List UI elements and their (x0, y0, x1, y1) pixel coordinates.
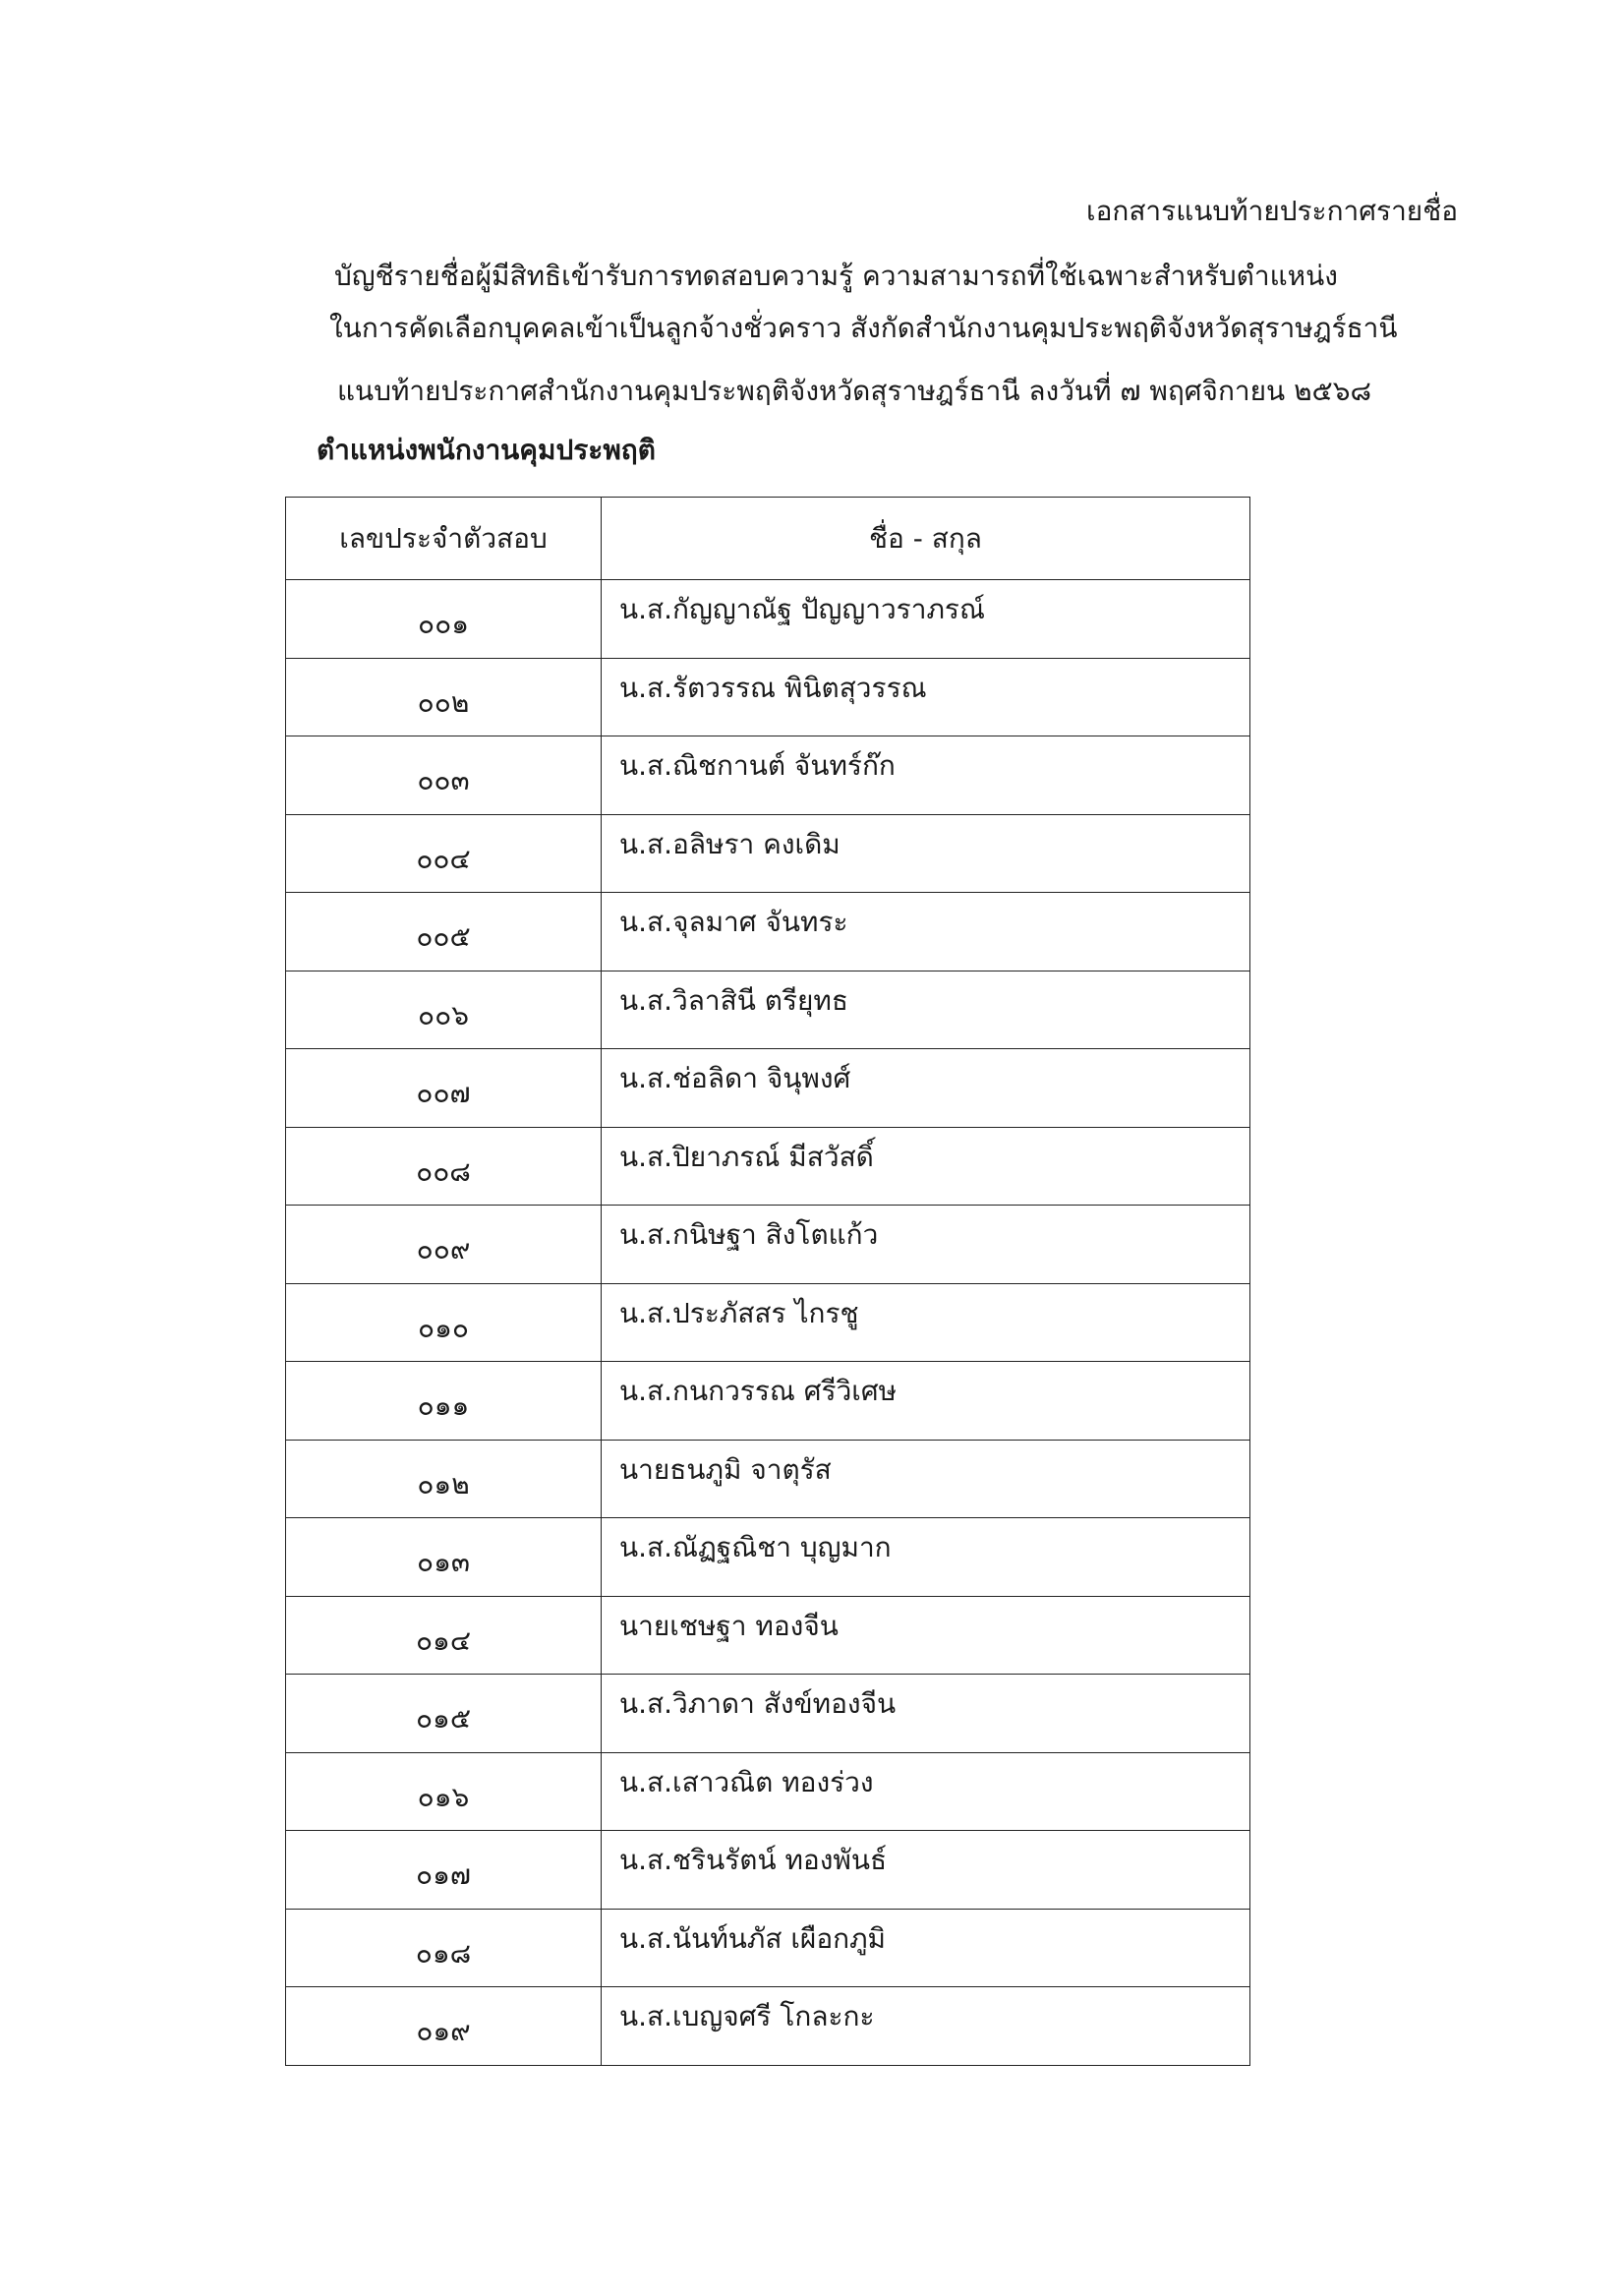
exam-id: ๐๐๓ (417, 764, 470, 797)
header-exam-id: เลขประจำตัวสอบ (286, 498, 602, 580)
exam-id-cell (286, 1518, 602, 1597)
table-row (286, 814, 1250, 893)
exam-id-cell (286, 1596, 602, 1675)
exam-id: ๐๑๖ (417, 1780, 470, 1813)
exam-id: ๐๐๗ (416, 1077, 471, 1110)
attachment-title: เอกสารแนบท้ายประกาศรายชื่อ (1086, 195, 1459, 227)
exam-id: ๐๑๕ (415, 1702, 472, 1736)
exam-id: ๐๑๔ (415, 1623, 472, 1657)
exam-id: ๐๑๗ (416, 1858, 471, 1892)
exam-id: ๐๑๙ (416, 2015, 471, 2048)
exam-id: ๐๑๐ (418, 1311, 469, 1344)
exam-id: ๐๐๑ (418, 608, 469, 641)
exam-id-cell (286, 1831, 602, 1910)
table-row (286, 658, 1250, 736)
exam-id: ๐๑๑ (417, 1389, 470, 1423)
exam-id-cell (286, 1049, 602, 1128)
table-row (286, 1362, 1250, 1441)
full-name-cell (602, 1362, 1250, 1441)
full-name: น.ส.เสาวณิต ทองร่วง (619, 1765, 874, 1798)
full-name-cell (602, 971, 1250, 1049)
header-full-name: ชื่อ - สกุล (602, 498, 1250, 580)
full-name: น.ส.ณัฏฐณิชา บุญมาก (619, 1531, 892, 1564)
full-name: น.ส.ณิชกานต์ จันทร์ก๊ก (619, 749, 896, 783)
exam-id-cell (286, 1362, 602, 1441)
exam-id-cell (286, 1987, 602, 2066)
exam-id: ๐๑๓ (416, 1546, 470, 1579)
candidate-table (285, 497, 1250, 2066)
full-name-cell (602, 1752, 1250, 1831)
table-row (286, 1127, 1250, 1206)
full-name-cell (602, 736, 1250, 815)
exam-id-cell (286, 1675, 602, 1753)
table-row (286, 1518, 1250, 1597)
exam-id-cell (286, 814, 602, 893)
full-name: น.ส.วิลาสินี ตรียุทธ (619, 983, 848, 1017)
exam-id-cell (286, 1127, 602, 1206)
full-name-cell (602, 1127, 1250, 1206)
exam-id: ๐๐๖ (418, 998, 469, 1031)
full-name: น.ส.จุลมาศ จันทระ (619, 906, 848, 939)
table-row (286, 1206, 1250, 1284)
full-name: น.ส.ชรินรัตน์ ทองพันธ์ (619, 1844, 888, 1877)
exam-id-cell (286, 580, 602, 659)
full-name-cell (602, 1440, 1250, 1518)
full-name-cell (602, 658, 1250, 736)
table-row (286, 580, 1250, 659)
exam-id: ๐๑๒ (417, 1467, 470, 1501)
exam-id: ๐๐๙ (416, 1233, 471, 1266)
heading-line-1: บัญชีรายชื่อผู้มีสิทธิเข้ารับการทดสอบความรู้ ความสามารถที่ใช้เฉพาะสำหรับตำแหน่ง (334, 260, 1338, 292)
full-name: น.ส.วิภาดา สังข์ทองจีน (619, 1687, 897, 1721)
full-name: นายเชษฐา ทองจีน (619, 1609, 839, 1642)
exam-id: ๐๐๕ (416, 920, 471, 954)
full-name: นายธนภูมิ จาตุรัส (619, 1452, 832, 1486)
full-name: น.ส.ประภัสสร ไกรชู (619, 1296, 859, 1329)
table-row (286, 1675, 1250, 1753)
full-name-cell (602, 1675, 1250, 1753)
exam-id-cell (286, 1283, 602, 1362)
exam-id-cell (286, 658, 602, 736)
exam-id-cell (286, 893, 602, 971)
full-name: น.ส.ช่อลิดา จินุพงศ์ (619, 1062, 851, 1095)
full-name-cell (602, 1206, 1250, 1284)
table-row (286, 893, 1250, 971)
table-row (286, 971, 1250, 1049)
position-title: ตำแหน่งพนักงานคุมประพฤติ (317, 434, 656, 466)
heading-line-3: แนบท้ายประกาศสำนักงานคุมประพฤติจังหวัดสุราษฎร์ธานี ลงวันที่ ๗ พฤศจิกายน ๒๕๖๘ (337, 375, 1372, 407)
full-name: น.ส.นันท์นภัส เผือกภูมิ (619, 1921, 887, 1955)
heading-line-2: ในการคัดเลือกบุคคลเข้าเป็นลูกจ้างชั่วคราว สังกัดสำนักงานคุมประพฤติจังหวัดสุราษฎร์ธานี (329, 312, 1398, 344)
table-body (286, 580, 1250, 2066)
exam-id-cell (286, 1752, 602, 1831)
exam-id: ๐๑๘ (415, 1936, 472, 1970)
exam-id: ๐๐๔ (416, 842, 471, 875)
full-name: น.ส.อลิษรา คงเดิม (619, 827, 840, 860)
exam-id-cell (286, 1440, 602, 1518)
full-name-cell (602, 1831, 1250, 1910)
full-name: น.ส.ปิยาภรณ์ มีสวัสดิ์ (619, 1140, 874, 1173)
exam-id-cell (286, 1206, 602, 1284)
full-name: น.ส.กัญญาณัฐ ปัญญาวราภรณ์ (619, 593, 985, 626)
full-name-cell (602, 1283, 1250, 1362)
exam-id-cell (286, 736, 602, 815)
table-row (286, 1987, 1250, 2066)
table-row (286, 1049, 1250, 1128)
exam-id-cell (286, 1909, 602, 1987)
table-row (286, 1909, 1250, 1987)
full-name-cell (602, 1987, 1250, 2066)
full-name: น.ส.กนกวรรณ ศรีวิเศษ (619, 1375, 898, 1408)
table-row (286, 736, 1250, 815)
full-name-cell (602, 1518, 1250, 1597)
full-name-cell (602, 1596, 1250, 1675)
table-row (286, 1283, 1250, 1362)
full-name-cell (602, 580, 1250, 659)
table-row (286, 1596, 1250, 1675)
full-name: น.ส.รัตวรรณ พินิตสุวรรณ (619, 671, 927, 704)
exam-id: ๐๐๒ (417, 685, 470, 719)
full-name-cell (602, 814, 1250, 893)
table-row (286, 1440, 1250, 1518)
full-name-cell (602, 1049, 1250, 1128)
table-header-row (286, 498, 1250, 580)
table-row (286, 1831, 1250, 1910)
table-row (286, 1752, 1250, 1831)
full-name-cell (602, 893, 1250, 971)
exam-id-cell (286, 971, 602, 1049)
exam-id: ๐๐๘ (416, 1154, 471, 1188)
full-name: น.ส.กนิษฐา สิงโตแก้ว (619, 1218, 879, 1252)
full-name: น.ส.เบญจศรี โกละกะ (619, 2000, 875, 2033)
full-name-cell (602, 1909, 1250, 1987)
